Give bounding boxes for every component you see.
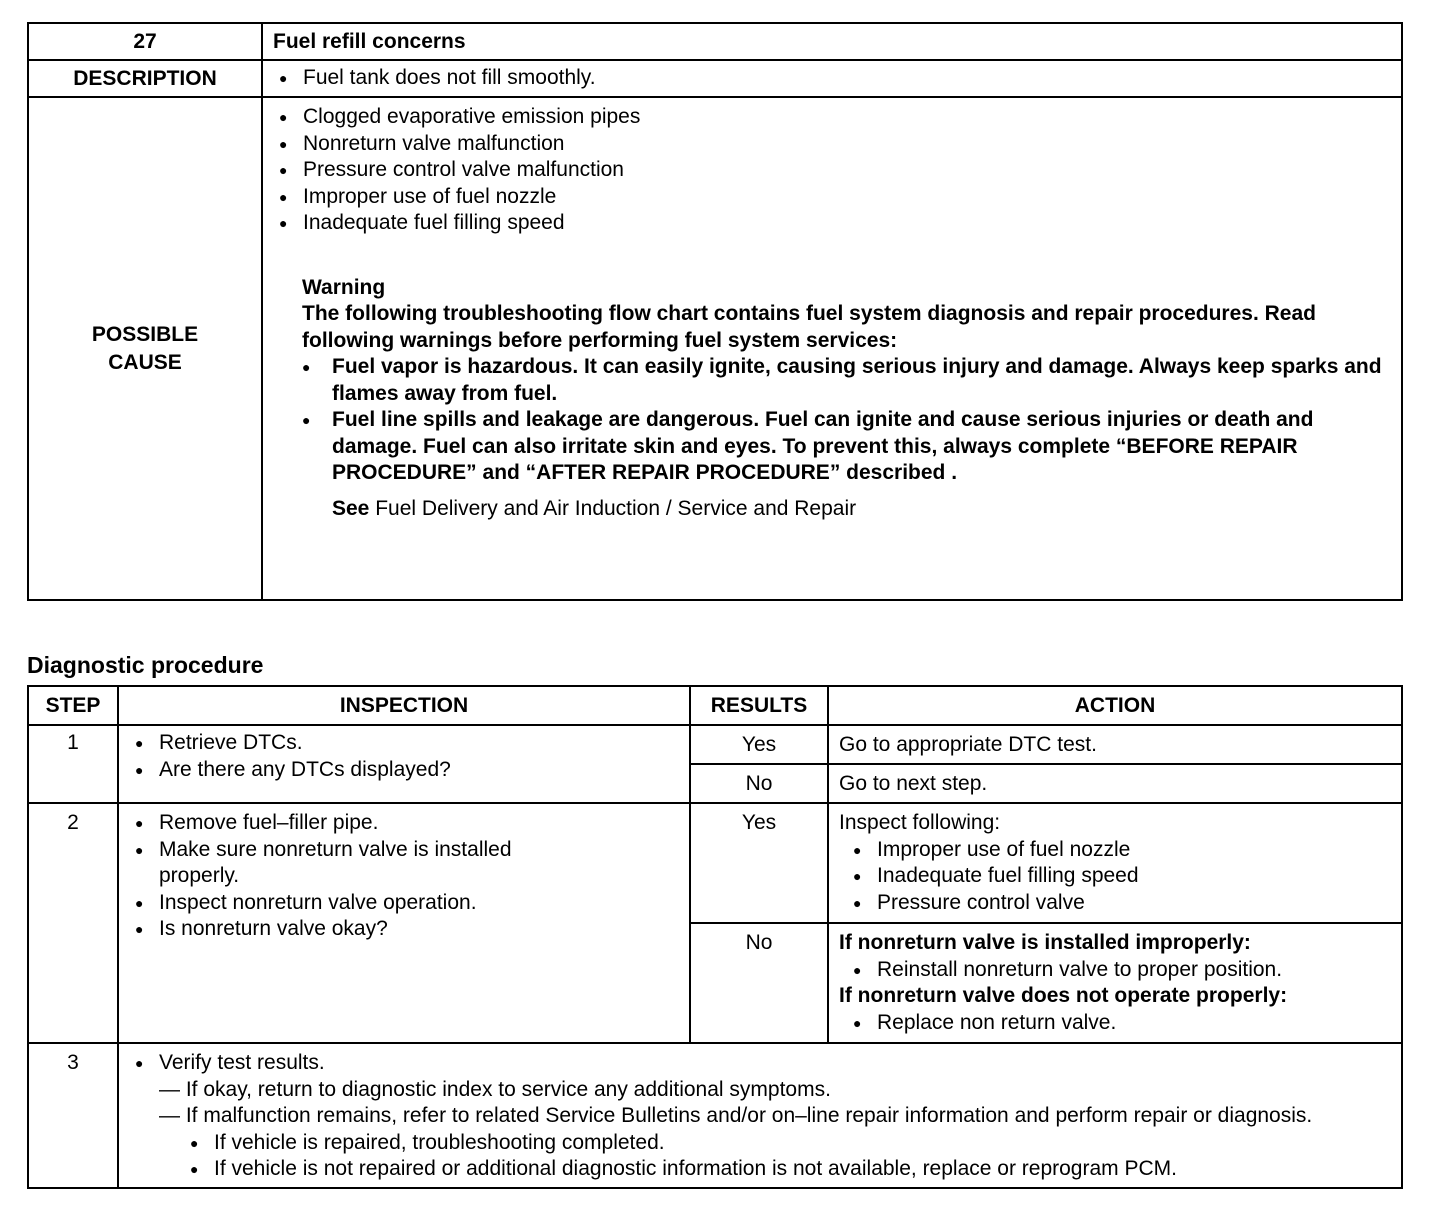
- concern-header-row: [28, 23, 1402, 60]
- result-yes: Yes: [690, 725, 828, 764]
- warning-block: [302, 275, 1391, 487]
- possible-cause-label: POSSIBLE CAUSE: [28, 97, 262, 600]
- concern-table: [27, 22, 1403, 601]
- cause-item: ● Nonreturn valve malfunction: [273, 131, 1391, 158]
- step-number: 1: [28, 725, 118, 803]
- step-row-3: [28, 1043, 1402, 1188]
- action-no-heading-1: If nonreturn valve is installed improperly:: [839, 931, 1251, 954]
- cause-item: ● Clogged evaporative emission pipes: [273, 104, 1391, 131]
- action-item: ● Improper use of fuel nozzle: [847, 837, 1391, 864]
- result-no: No: [690, 923, 828, 1043]
- action-item: ● Replace non return valve.: [847, 1010, 1391, 1037]
- cause-item: ● Pressure control valve malfunction: [273, 157, 1391, 184]
- diagnostic-header-row: [28, 686, 1402, 725]
- cause-item: ● Improper use of fuel nozzle: [273, 184, 1391, 211]
- inspection-item: ● Is nonreturn valve okay?: [129, 916, 679, 943]
- header-inspection: INSPECTION: [118, 686, 690, 725]
- see-reference: [332, 496, 1391, 523]
- action-yes-list: [847, 837, 1391, 917]
- warning-item: ● Fuel vapor is hazardous. It can easily ignite, causing serious injury and damage. Always keep sparks and flames away from fuel.: [302, 354, 1391, 407]
- concern-number: 27: [28, 23, 262, 60]
- inspection-item: ● Verify test results.: [129, 1050, 1391, 1077]
- diagnostic-table: [27, 685, 1403, 1189]
- header-results: RESULTS: [690, 686, 828, 725]
- warning-list: [302, 354, 1391, 487]
- action-no: Go to next step.: [828, 764, 1402, 803]
- inspection-list: [129, 810, 679, 943]
- action-yes: Go to appropriate DTC test.: [828, 725, 1402, 764]
- description-label: DESCRIPTION: [28, 60, 262, 97]
- diagnostic-title: Diagnostic procedure: [27, 652, 264, 678]
- sub-item: ● If vehicle is not repaired or additional diagnostic information is not available, replace or reprogram PCM.: [184, 1156, 1391, 1183]
- inspection-item: ● Are there any DTCs displayed?: [129, 757, 679, 784]
- see-link[interactable]: Fuel Delivery and Air Induction / Service and Repair: [375, 496, 857, 520]
- action-item: ● Pressure control valve: [847, 890, 1391, 917]
- action-yes-heading: Inspect following:: [839, 811, 1001, 834]
- inspection-item: ● Retrieve DTCs.: [129, 730, 679, 757]
- warning-intro: The following troubleshooting flow chart contains fuel system diagnosis and repair procedures. Read following warnings before performing fuel system services:: [302, 302, 1316, 352]
- action-item: ● Inadequate fuel filling speed: [847, 863, 1391, 890]
- warning-item: ● Fuel line spills and leakage are dangerous. Fuel can ignite and cause serious injuries or death and damage. Fuel can also irritate skin and eyes. To prevent this, always complete “BEFORE REPAIR PROCEDURE” and “AFTER REPAIR PROCEDURE” described .: [302, 407, 1391, 487]
- description-list: [273, 65, 1391, 92]
- step-row-2: [28, 803, 1402, 923]
- possible-cause-list: [273, 104, 1391, 237]
- inspection-item: ● Inspect nonreturn valve operation.: [129, 890, 679, 917]
- description-item: ● Fuel tank does not fill smoothly.: [273, 65, 1391, 92]
- possible-cause-row: [28, 97, 1402, 600]
- inspection-item: ● Make sure nonreturn valve is installed properly.: [129, 837, 679, 890]
- result-malfunction-note: — If malfunction remains, refer to related Service Bulletins and/or on–line repair information and perform repair or diagnosis.: [159, 1104, 1313, 1127]
- action-no-heading-2: If nonreturn valve does not operate properly:: [839, 984, 1288, 1007]
- see-label: See: [332, 496, 370, 520]
- header-step: STEP: [28, 686, 118, 725]
- step-number: 2: [28, 803, 118, 1043]
- step-row-1: [28, 725, 1402, 764]
- result-yes: Yes: [690, 803, 828, 923]
- cause-item: ● Inadequate fuel filling speed: [273, 210, 1391, 237]
- sub-item: ● If vehicle is repaired, troubleshooting completed.: [184, 1130, 1391, 1157]
- inspection-item: ● Remove fuel–filler pipe.: [129, 810, 679, 837]
- result-no: No: [690, 764, 828, 803]
- header-action: ACTION: [828, 686, 1402, 725]
- warning-heading: Warning: [302, 275, 386, 299]
- description-row: [28, 60, 1402, 97]
- result-okay-note: — If okay, return to diagnostic index to service any additional symptoms.: [159, 1077, 831, 1101]
- action-item: ● Reinstall nonreturn valve to proper position.: [847, 957, 1391, 984]
- concern-title: Fuel refill concerns: [262, 23, 1402, 60]
- result-sub-list: [184, 1130, 1391, 1183]
- inspection-list: [129, 730, 679, 783]
- step-number: 3: [28, 1043, 118, 1188]
